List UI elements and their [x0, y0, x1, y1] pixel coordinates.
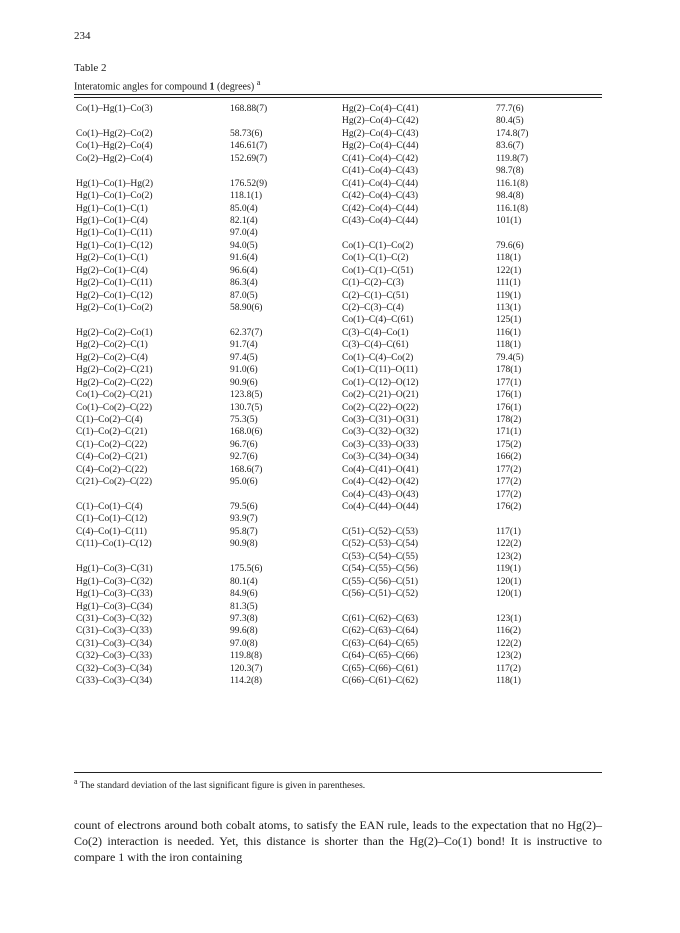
table-row — [342, 426, 528, 438]
table-row — [76, 165, 267, 177]
angle-value: 177(2) — [496, 477, 522, 488]
table-row — [342, 252, 528, 264]
angle-value: 122(1) — [496, 265, 522, 276]
angle-label: C(1)–Co(2)–C(21) — [76, 427, 148, 438]
angle-value: 62.37(7) — [230, 327, 263, 338]
angle-value: 97.0(8) — [230, 638, 258, 649]
angle-value: 92.7(6) — [230, 452, 258, 463]
angle-value: 95.0(6) — [230, 477, 258, 488]
caption-footnote-mark: a — [256, 78, 261, 87]
angle-label: C(4)–Co(2)–C(21) — [76, 452, 148, 463]
table-footnote — [74, 777, 365, 791]
table-row — [342, 601, 528, 613]
angle-label: Hg(2)–Co(1)–C(1) — [76, 253, 148, 264]
angle-value: 83.6(7) — [496, 141, 524, 152]
table-row — [342, 227, 528, 239]
angle-label: Co(4)–C(44)–O(44) — [342, 502, 419, 512]
table-row — [342, 613, 528, 625]
table-row — [342, 302, 528, 314]
angle-value: 96.6(4) — [230, 265, 258, 276]
angle-label: Hg(1)–Co(3)–C(32) — [76, 576, 153, 587]
angle-label — [76, 115, 230, 127]
table-row — [76, 675, 267, 687]
table-row — [76, 476, 267, 488]
table-row — [342, 439, 528, 451]
table-row — [76, 588, 267, 600]
angle-value: 119(1) — [496, 564, 521, 575]
table-row — [342, 675, 528, 687]
body-text — [74, 817, 602, 865]
table-row — [342, 240, 528, 252]
table-row — [342, 103, 528, 115]
table-row — [342, 290, 528, 302]
angle-value: 168.6(7) — [230, 464, 263, 475]
angle-label: Hg(1)–Co(1)–C(12) — [76, 240, 153, 251]
angle-value: 117(1) — [496, 526, 521, 537]
table-row — [76, 364, 267, 376]
table-row — [342, 489, 528, 501]
table-row — [342, 625, 528, 637]
table-row — [342, 140, 528, 152]
angle-label: Co(1)–Co(2)–C(22) — [76, 402, 152, 413]
angle-value: 171(1) — [496, 427, 522, 438]
table-row — [76, 277, 267, 289]
angle-label: Hg(2)–Co(4)–C(44) — [342, 141, 419, 152]
table-row — [342, 650, 528, 662]
angle-value: 166(2) — [496, 452, 522, 463]
table-rule-bottom — [74, 772, 602, 773]
angle-label: Co(3)–C(33)–O(33) — [342, 439, 419, 450]
table-row — [76, 601, 267, 613]
angle-value: 85.0(4) — [230, 203, 258, 214]
table-row — [76, 489, 267, 501]
angle-label: Co(1)–Hg(2)–Co(2) — [76, 128, 153, 139]
angle-label: C(1)–Co(1)–C(4) — [76, 502, 143, 512]
table-label: Table 2 — [74, 62, 107, 74]
angle-label: C(1)–Co(2)–C(22) — [76, 439, 148, 450]
angle-value: 176.52(9) — [230, 178, 268, 189]
table-column-right — [342, 103, 528, 688]
angle-value: 120.3(7) — [230, 663, 263, 674]
angle-value: 116.1(8) — [496, 203, 529, 214]
angle-label: Hg(1)–Co(1)–C(1) — [76, 203, 148, 214]
angle-label: Hg(1)–Co(3)–C(33) — [76, 589, 153, 600]
angle-label — [342, 601, 496, 613]
table-row — [76, 650, 267, 662]
table-row — [342, 638, 528, 650]
angle-value: 94.0(5) — [230, 240, 258, 251]
angle-label: C(43)–Co(4)–C(44) — [342, 215, 418, 226]
angle-value: 87.0(5) — [230, 290, 258, 301]
angle-value: 111(1) — [496, 278, 521, 289]
table-row — [342, 178, 528, 190]
table-caption — [74, 78, 260, 92]
angle-label: Co(2)–C(22)–O(22) — [342, 402, 419, 413]
angle-value: 79.5(6) — [230, 502, 258, 512]
angle-label: C(41)–Co(4)–C(43) — [342, 166, 418, 177]
angle-label: Co(3)–C(32)–O(32) — [342, 427, 419, 438]
angle-label — [76, 165, 230, 177]
angle-value: 152.69(7) — [230, 153, 268, 164]
angle-label: Hg(1)–Co(1)–C(11) — [76, 228, 153, 239]
angle-label: C(1)–Co(1)–C(12) — [76, 514, 148, 525]
caption-compound: 1 — [209, 81, 215, 93]
angle-label: Hg(2)–Co(1)–C(11) — [76, 278, 153, 289]
angle-label: Hg(2)–Co(2)–C(21) — [76, 365, 153, 376]
angle-label: C(11)–Co(1)–C(12) — [76, 539, 152, 550]
table-row — [342, 115, 528, 127]
table-row — [342, 215, 528, 227]
angle-value: 125(1) — [496, 315, 522, 326]
angle-label: Hg(2)–Co(1)–C(4) — [76, 265, 148, 276]
table-row — [76, 439, 267, 451]
angle-label: Co(1)–C(4)–Co(2) — [342, 352, 414, 363]
angle-label: Co(2)–C(21)–O(21) — [342, 390, 419, 401]
angle-label: C(53)–C(54)–C(55) — [342, 551, 418, 562]
angle-value: 177(1) — [496, 377, 522, 388]
angle-value: 80.1(4) — [230, 576, 258, 587]
angle-value: 119.8(8) — [230, 651, 263, 662]
table-row — [342, 389, 528, 401]
angle-value: 118(1) — [496, 340, 521, 351]
angle-label: Co(1)–C(1)–C(2) — [342, 253, 409, 264]
angle-value: 175.5(6) — [230, 564, 263, 575]
angle-label: C(54)–C(55)–C(56) — [342, 564, 418, 575]
table-row — [342, 402, 528, 414]
angle-label — [342, 513, 496, 525]
angle-value: 177(2) — [496, 464, 522, 475]
footnote-text: The standard deviation of the last significant figure is given in parentheses. — [77, 781, 366, 792]
angle-label: C(41)–Co(4)–C(42) — [342, 153, 418, 164]
angle-value: 178(2) — [496, 414, 522, 425]
angle-label: C(41)–Co(4)–C(44) — [342, 178, 418, 189]
angle-label: Hg(2)–Co(2)–C(22) — [76, 377, 153, 388]
angle-label: Co(1)–C(1)–Co(2) — [342, 240, 414, 251]
angle-label: Co(4)–C(41)–O(41) — [342, 464, 419, 475]
angle-label: Hg(2)–Co(2)–C(1) — [76, 340, 148, 351]
table-row — [342, 464, 528, 476]
angle-label: C(32)–Co(3)–C(33) — [76, 651, 152, 662]
angle-value: 97.3(8) — [230, 613, 258, 624]
angle-value: 79.6(6) — [496, 240, 524, 251]
angle-label: C(62)–C(63)–C(64) — [342, 626, 418, 637]
angle-label: C(31)–Co(3)–C(32) — [76, 613, 152, 624]
angle-label: Co(3)–C(31)–O(31) — [342, 414, 419, 425]
table-row — [342, 277, 528, 289]
angle-value: 176(1) — [496, 390, 522, 401]
table-row — [76, 402, 267, 414]
table-row — [342, 364, 528, 376]
angle-label — [76, 314, 230, 326]
table-row — [76, 377, 267, 389]
angle-value: 120(1) — [496, 589, 522, 600]
table-row — [76, 140, 267, 152]
table-row — [76, 215, 267, 227]
angle-label: Co(2)–Hg(2)–Co(4) — [76, 153, 153, 164]
angle-label: Hg(2)–Co(4)–C(42) — [342, 116, 419, 127]
angle-value: 168.0(6) — [230, 427, 263, 438]
table-row — [342, 265, 528, 277]
table-row — [76, 426, 267, 438]
table-row — [342, 476, 528, 488]
table-rule-header — [74, 97, 602, 98]
table-row — [76, 526, 267, 538]
table-row — [342, 551, 528, 563]
caption-suffix: (degrees) — [214, 81, 257, 93]
table-row — [342, 352, 528, 364]
angle-value: 120(1) — [496, 576, 522, 587]
angle-value: 77.7(6) — [496, 104, 524, 114]
angle-value: 118(1) — [496, 676, 521, 687]
angle-value: 118.1(1) — [230, 191, 263, 202]
angle-label: C(1)–C(2)–C(3) — [342, 278, 404, 289]
angle-value: 146.61(7) — [230, 141, 268, 152]
table-row — [76, 178, 267, 190]
table-row — [342, 377, 528, 389]
angle-value: 81.3(5) — [230, 601, 258, 612]
angle-label: Hg(1)–Co(3)–C(31) — [76, 564, 153, 575]
angle-value: 84.9(6) — [230, 589, 258, 600]
table-row — [76, 190, 267, 202]
table-row — [76, 240, 267, 252]
table-row — [342, 563, 528, 575]
angle-value: 98.4(8) — [496, 191, 524, 202]
angle-value: 116(1) — [496, 327, 521, 338]
angle-value: 123(1) — [496, 613, 522, 624]
angle-label: C(51)–C(52)–C(53) — [342, 526, 418, 537]
table-row — [76, 501, 267, 513]
table-row — [342, 501, 528, 513]
angle-label: C(42)–Co(4)–C(44) — [342, 203, 418, 214]
table-row — [342, 451, 528, 463]
angle-value: 117(2) — [496, 663, 521, 674]
table-row — [76, 290, 267, 302]
angle-label: Co(1)–Co(2)–C(21) — [76, 390, 152, 401]
table-row — [76, 464, 267, 476]
angle-label: Hg(2)–Co(4)–C(41) — [342, 104, 419, 114]
table-row — [76, 414, 267, 426]
table-row — [76, 128, 267, 140]
angle-value: 86.3(4) — [230, 278, 258, 289]
angle-value: 114.2(8) — [230, 676, 263, 687]
angle-label: Co(4)–C(43)–O(43) — [342, 489, 419, 500]
angle-label: C(31)–Co(3)–C(34) — [76, 638, 152, 649]
page-number: 234 — [74, 30, 91, 42]
table-row — [76, 663, 267, 675]
angle-label: Hg(2)–Co(1)–C(12) — [76, 290, 153, 301]
angle-label: C(32)–Co(3)–C(34) — [76, 663, 152, 674]
angle-value: 90.9(8) — [230, 539, 258, 550]
angle-label: Co(3)–C(34)–O(34) — [342, 452, 419, 463]
angle-value: 174.8(7) — [496, 128, 529, 139]
angle-label: C(61)–C(62)–C(63) — [342, 613, 418, 624]
angle-label: C(52)–C(53)–C(54) — [342, 539, 418, 550]
table-row — [76, 252, 267, 264]
table-row — [342, 588, 528, 600]
angle-label: Hg(1)–Co(1)–Hg(2) — [76, 178, 154, 189]
table-row — [76, 513, 267, 525]
angle-label: C(55)–C(56)–C(51) — [342, 576, 418, 587]
table-row — [342, 663, 528, 675]
table-row — [76, 389, 267, 401]
angle-value: 91.0(6) — [230, 365, 258, 376]
body-paragraph: count of electrons around both cobalt atoms, to satisfy the EAN rule, leads to the expectation that no Hg(2)–Co(2) interaction is needed. Yet, this distance is shorter than the Hg(2)–Co(1) bond! It is instructive to compare 1 with the iron containing — [74, 818, 602, 864]
angle-label: Hg(2)–Co(1)–Co(2) — [76, 303, 153, 313]
table-row — [342, 526, 528, 538]
angle-label: C(2)–C(3)–C(4) — [342, 303, 404, 313]
angle-label: C(64)–C(65)–C(66) — [342, 651, 418, 662]
angle-value: 116.1(8) — [496, 178, 529, 189]
angle-label: Co(1)–C(12)–O(12) — [342, 377, 419, 388]
angle-label: C(42)–Co(4)–C(43) — [342, 191, 418, 202]
angle-value: 96.7(6) — [230, 439, 258, 450]
angle-value: 176(1) — [496, 402, 522, 413]
angle-label — [342, 227, 496, 239]
angle-label: Co(1)–C(1)–C(51) — [342, 265, 414, 276]
table-row — [76, 538, 267, 550]
angle-label: Hg(1)–Co(1)–C(4) — [76, 215, 148, 226]
table-row — [342, 339, 528, 351]
angle-value: 130.7(5) — [230, 402, 263, 413]
angle-label: C(31)–Co(3)–C(33) — [76, 626, 152, 637]
table-row — [76, 563, 267, 575]
angle-value: 91.6(4) — [230, 253, 258, 264]
table-row — [76, 302, 267, 314]
table-row — [76, 103, 267, 115]
table-row — [342, 190, 528, 202]
table-row — [76, 451, 267, 463]
table-row — [76, 265, 267, 277]
angle-label: C(33)–Co(3)–C(34) — [76, 676, 152, 687]
table-row — [76, 227, 267, 239]
angle-value: 79.4(5) — [496, 352, 524, 363]
angle-value: 75.3(5) — [230, 414, 258, 425]
table-row — [342, 153, 528, 165]
angle-label: C(66)–C(61)–C(62) — [342, 676, 418, 687]
angle-label: Hg(1)–Co(3)–C(34) — [76, 601, 153, 612]
angle-value: 97.4(5) — [230, 352, 258, 363]
angle-label: C(3)–C(4)–Co(1) — [342, 327, 409, 338]
angle-label: Hg(2)–Co(2)–Co(1) — [76, 327, 153, 338]
angle-label: Co(4)–C(42)–O(42) — [342, 477, 419, 488]
angle-value: 58.90(6) — [230, 303, 263, 313]
angle-label: C(65)–C(66)–C(61) — [342, 663, 418, 674]
angle-label: Co(1)–Hg(2)–Co(4) — [76, 141, 153, 152]
table-row — [76, 638, 267, 650]
table-row — [342, 314, 528, 326]
angle-value: 99.6(8) — [230, 626, 258, 637]
table-row — [342, 414, 528, 426]
footnote-mark: a — [74, 777, 78, 786]
angle-value: 122(2) — [496, 638, 522, 649]
table-row — [342, 538, 528, 550]
angle-value: 177(2) — [496, 489, 522, 500]
angle-value: 58.73(6) — [230, 128, 263, 139]
angle-label: Hg(1)–Co(1)–Co(2) — [76, 191, 153, 202]
table-row — [342, 165, 528, 177]
table-row — [342, 203, 528, 215]
table-rule-top — [74, 94, 602, 95]
angle-value: 119(1) — [496, 290, 521, 301]
table-row — [342, 128, 528, 140]
angle-value: 122(2) — [496, 539, 522, 550]
angle-label: Hg(2)–Co(4)–C(43) — [342, 128, 419, 139]
angle-value: 95.8(7) — [230, 526, 258, 537]
table-row — [76, 551, 267, 563]
table-row — [76, 352, 267, 364]
table-row — [76, 576, 267, 588]
angle-label: Co(1)–Hg(1)–Co(3) — [76, 104, 153, 114]
angle-label: Co(1)–C(11)–O(11) — [342, 365, 418, 376]
table-row — [76, 327, 267, 339]
table-row — [76, 625, 267, 637]
table-row — [76, 339, 267, 351]
angle-value: 118(1) — [496, 253, 521, 264]
angle-label: C(2)–C(1)–C(51) — [342, 290, 409, 301]
angle-value: 113(1) — [496, 303, 521, 313]
angle-label: Co(1)–C(4)–C(61) — [342, 315, 414, 326]
angle-value: 91.7(4) — [230, 340, 258, 351]
angle-value: 168.88(7) — [230, 104, 268, 114]
angle-label: C(1)–Co(2)–C(4) — [76, 414, 143, 425]
angle-value: 116(2) — [496, 626, 521, 637]
angle-value: 178(1) — [496, 365, 522, 376]
angle-value: 119.8(7) — [496, 153, 529, 164]
angle-value: 82.1(4) — [230, 215, 258, 226]
angle-label: C(63)–C(64)–C(65) — [342, 638, 418, 649]
angle-value: 123(2) — [496, 551, 522, 562]
angle-value: 80.4(5) — [496, 116, 524, 127]
caption-prefix: Interatomic angles for compound — [74, 81, 210, 93]
table-row — [76, 613, 267, 625]
angle-value: 123(2) — [496, 651, 522, 662]
angle-label: Hg(2)–Co(2)–C(4) — [76, 352, 148, 363]
angle-label: C(4)–Co(1)–C(11) — [76, 526, 147, 537]
angle-label: C(3)–C(4)–C(61) — [342, 340, 409, 351]
angle-value: 97.0(4) — [230, 228, 258, 239]
table-row — [76, 203, 267, 215]
angle-label: C(21)–Co(2)–C(22) — [76, 477, 152, 488]
angle-label — [76, 551, 230, 563]
table-row — [76, 153, 267, 165]
angle-value: 176(2) — [496, 502, 522, 512]
table-row — [76, 314, 267, 326]
table-row — [342, 513, 528, 525]
angle-value: 175(2) — [496, 439, 522, 450]
angle-label: C(56)–C(51)–C(52) — [342, 589, 418, 600]
angle-label — [76, 489, 230, 501]
angle-value: 90.9(6) — [230, 377, 258, 388]
angle-value: 98.7(8) — [496, 166, 524, 177]
table-row — [342, 327, 528, 339]
table-row — [342, 576, 528, 588]
angle-value: 93.9(7) — [230, 514, 258, 525]
table-column-left — [76, 103, 267, 688]
angle-value: 123.8(5) — [230, 390, 263, 401]
angle-label: C(4)–Co(2)–C(22) — [76, 464, 148, 475]
table-row — [76, 115, 267, 127]
angle-value: 101(1) — [496, 215, 522, 226]
